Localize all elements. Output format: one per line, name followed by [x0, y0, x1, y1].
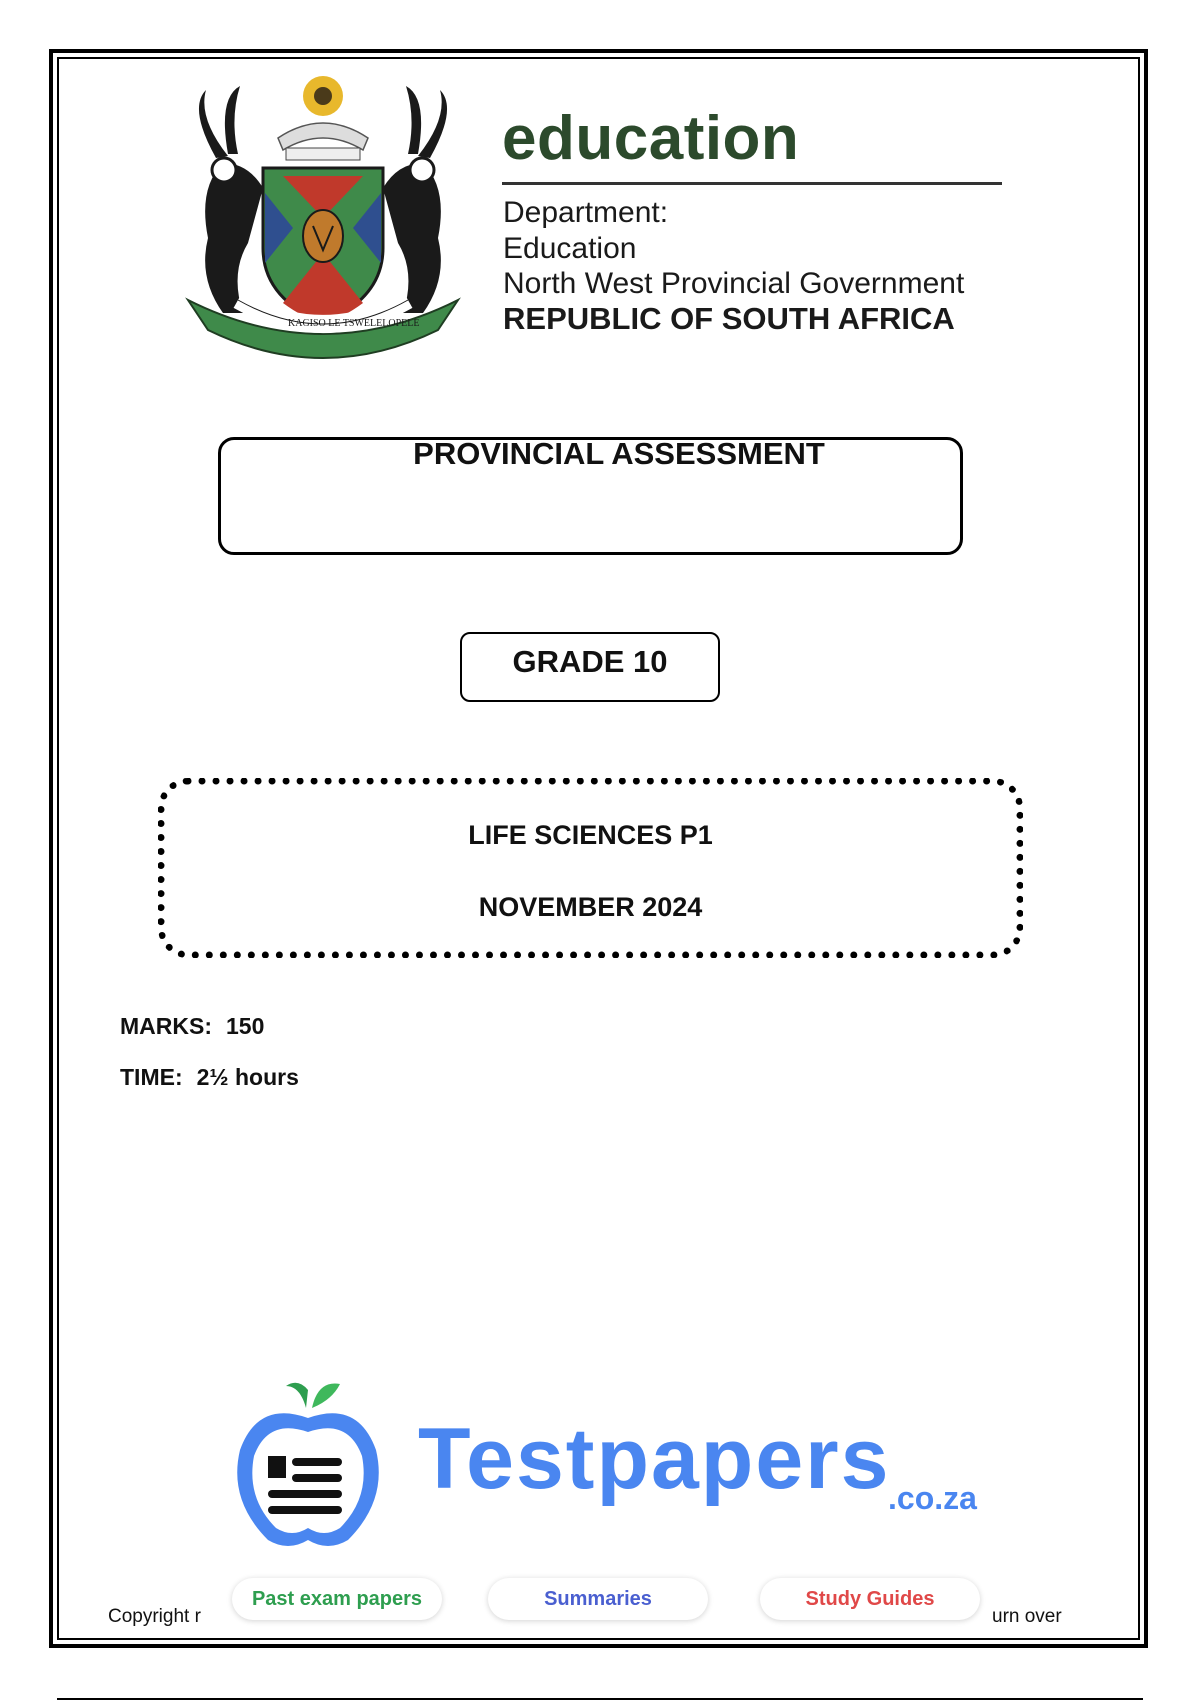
apple-document-icon	[228, 1380, 388, 1552]
department-name: Education	[503, 232, 637, 265]
time-line	[120, 1064, 299, 1091]
time-value: 2½ hours	[196, 1064, 299, 1090]
education-logo-word: education	[502, 104, 800, 173]
coat-of-arms-logo	[168, 68, 478, 366]
testpapers-tld: .co.za	[888, 1480, 977, 1516]
country-name: REPUBLIC OF SOUTH AFRICA	[503, 301, 955, 336]
past-exam-papers-link[interactable]: Past exam papers	[232, 1578, 442, 1620]
turn-over-text: urn over	[992, 1606, 1062, 1627]
exam-date: NOVEMBER 2024	[478, 892, 703, 922]
time-label: TIME:	[120, 1064, 183, 1090]
subject-dotted-box	[158, 778, 1023, 958]
marks-line	[120, 1013, 264, 1040]
grade-label: GRADE 10	[512, 644, 668, 679]
study-guides-link[interactable]: Study Guides	[760, 1578, 980, 1620]
testpapers-brand: Testpapers	[418, 1411, 891, 1507]
testpapers-watermark	[208, 1368, 991, 1638]
marks-value: 150	[226, 1013, 265, 1039]
summaries-link[interactable]: Summaries	[488, 1578, 708, 1620]
subject-name: LIFE SCIENCES P1	[468, 820, 713, 850]
department-line: Department:	[503, 196, 669, 229]
crest-motto: KAGISO LE TSWELELOPELE	[288, 318, 420, 329]
copyright-text: Copyright r	[108, 1606, 201, 1627]
provincial-government: North West Provincial Government	[503, 267, 965, 300]
marks-label: MARKS:	[120, 1013, 212, 1039]
assessment-title: PROVINCIAL ASSESSMENT	[413, 436, 825, 471]
header-underline	[502, 182, 1002, 185]
